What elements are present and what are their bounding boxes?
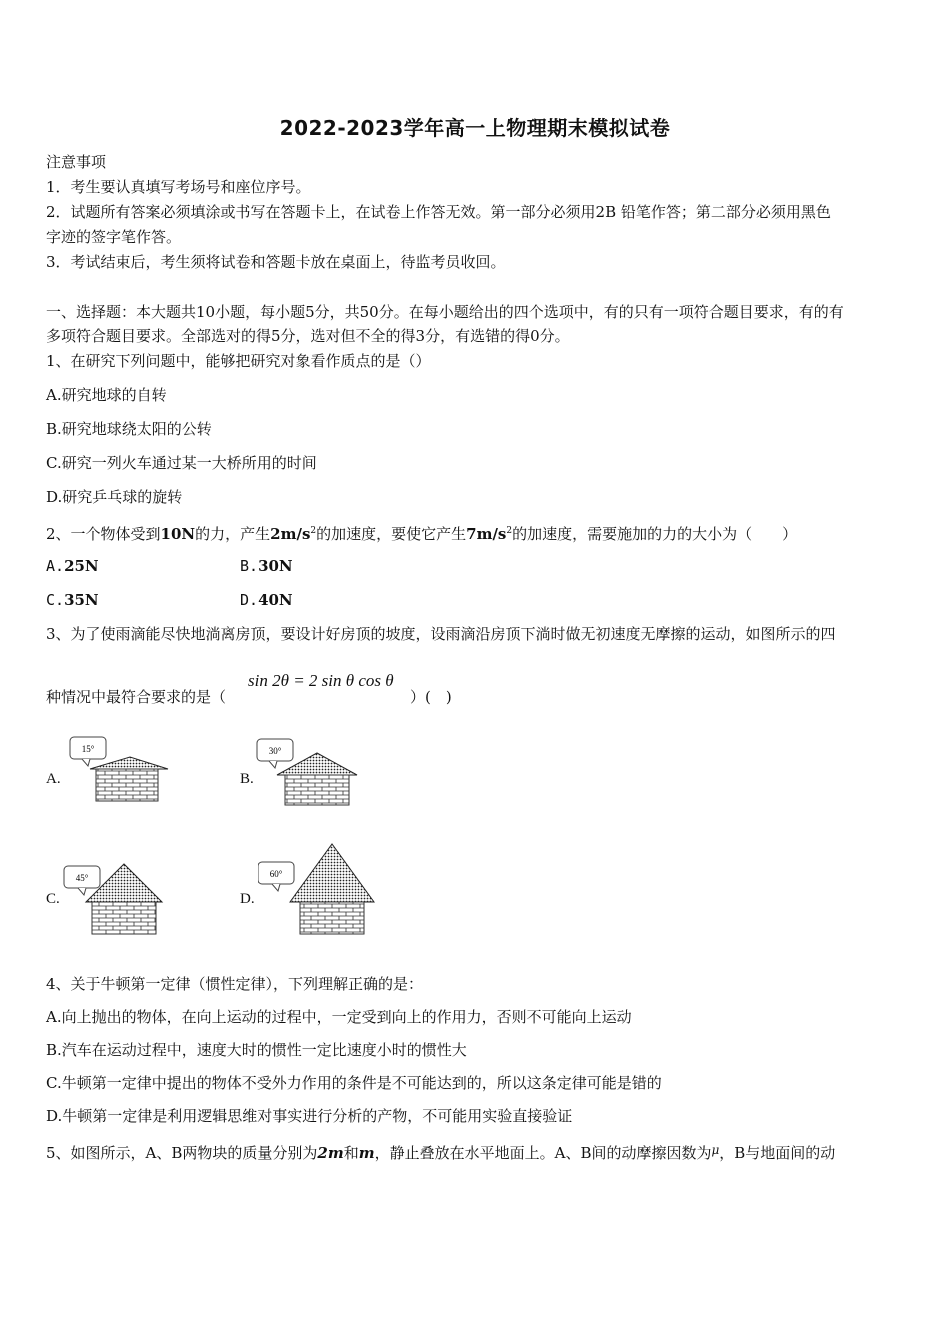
- q2-option-c: [46, 589, 99, 611]
- q4-option-c: C.牛顿第一定律中提出的物体不受外力作用的条件是不可能达到的，所以这条定律可能是错的: [46, 1074, 662, 1092]
- notice-item-2: 2．试题所有答案必须填涂或书写在答题卡上，在试卷上作答无效。第一部分必须用2B 铅笔作答；第二部分必须用黑色: [46, 203, 831, 221]
- q4-stem: 4、关于牛顿第一定律（惯性定律），下列理解正确的是：: [46, 975, 424, 993]
- q5-stem-mid1: 和: [343, 1144, 359, 1162]
- q4-option-b: B.汽车在运动过程中，速度大时的惯性一定比速度小时的惯性大: [46, 1041, 467, 1059]
- q3-figure-a-angle: 15°: [81, 744, 95, 754]
- q2-option-c-label: C.: [46, 591, 65, 609]
- notice-heading: 注意事项: [46, 153, 107, 171]
- q2-stem-mid1: 的力，产生: [195, 525, 271, 543]
- q3-figure-a: [66, 735, 176, 805]
- q5-stem: [46, 1138, 906, 1165]
- section1-intro-line2: 多项符合题目要求。全部选对的得5分，选对但不全的得3分，有选错的得0分。: [46, 327, 570, 345]
- q2-sup-2: 2: [506, 526, 513, 536]
- q3-stem-line2-post: ）( ): [410, 688, 452, 706]
- q3-stem-line1: 3、为了使雨滴能尽快地淌离房顶，要设计好房顶的坡度，设雨滴沿房顶下淌时做无初速度无摩擦的运动，如图所示的四: [46, 625, 836, 643]
- q2-accel-2: 7m/s: [466, 525, 507, 543]
- q2-force: 10N: [160, 525, 196, 543]
- q3-figure-c: [60, 858, 170, 938]
- q3-figure-d-angle: 60°: [269, 869, 283, 879]
- q3-figure-b-label: B.: [240, 771, 254, 787]
- q2-stem-pre: 2、一个物体受到: [46, 525, 161, 543]
- q2-stem-post: 的加速度，需要施加的力的大小为（ ）: [512, 525, 798, 543]
- q4-option-a: A.向上抛出的物体，在向上运动的过程中，一定受到向上的作用力，否则不可能向上运动: [46, 1008, 632, 1026]
- q3-stem-line2-pre: 种情况中最符合要求的是（: [46, 688, 227, 706]
- notice-item-1: 1．考生要认真填写考场号和座位序号。: [46, 178, 311, 196]
- notice-item-2-cont: 字迹的签字笔作答。: [46, 228, 182, 246]
- q2-option-c-value: 35N: [64, 591, 99, 609]
- q2-accel-1: 2m/s: [270, 525, 311, 543]
- q3-figure-b-angle: 30°: [268, 746, 282, 756]
- q2-stem-mid2: 的加速度，要使它产生: [316, 525, 467, 543]
- q1-option-d: D.研究乒乓球的旋转: [46, 488, 183, 506]
- q2-option-d: [240, 589, 293, 611]
- q3-figure-b: [255, 735, 365, 810]
- q5-mu: μ: [711, 1143, 720, 1157]
- q3-figure-a-label: A.: [46, 771, 61, 787]
- q2-option-b: [240, 555, 293, 577]
- q2-option-b-value: 30N: [258, 557, 293, 575]
- notice-item-3: 3．考试结束后，考生须将试卷和答题卡放在桌面上，待监考员收回。: [46, 253, 506, 271]
- q1-option-b: B.研究地球绕太阳的公转: [46, 420, 212, 438]
- q1-stem: 1、在研究下列问题中，能够把研究对象看作质点的是（）: [46, 352, 431, 370]
- q3-figure-d: [258, 840, 378, 940]
- q5-stem-mid2: ，静止叠放在水平地面上。A、B间的动摩擦因数为: [374, 1144, 712, 1162]
- q2-option-a-value: 25N: [64, 557, 99, 575]
- section1-intro-line1: 一、选择题：本大题共10小题，每小题5分，共50分。在每小题给出的四个选项中，有的只有一项符合题目要求，有的有: [46, 303, 844, 321]
- q3-figure-c-label: C.: [46, 891, 60, 907]
- q5-stem-post: ，B与地面间的动: [719, 1144, 836, 1162]
- q5-stem-pre: 5、如图所示，A、B两物块的质量分别为: [46, 1144, 318, 1162]
- q1-option-a: A.研究地球的自转: [46, 386, 167, 404]
- q2-stem: [46, 519, 906, 546]
- q5-mass-b: m: [358, 1144, 375, 1162]
- q2-option-b-label: B.: [240, 557, 259, 575]
- q3-figure-c-angle: 45°: [75, 873, 89, 883]
- q5-mass-a: 2m: [317, 1144, 344, 1162]
- q2-option-d-value: 40N: [258, 591, 293, 609]
- q4-option-d: D.牛顿第一定律是利用逻辑思维对事实进行分析的产物，不可能用实验直接验证: [46, 1107, 573, 1125]
- q2-option-a: [46, 555, 99, 577]
- page-title: 2022-2023学年高一上物理期末模拟试卷: [279, 116, 671, 140]
- q3-figure-d-label: D.: [240, 891, 255, 907]
- q3-formula: sin 2θ = 2 sin θ cos θ: [248, 671, 394, 690]
- q2-sup-1: 2: [310, 526, 317, 536]
- q2-option-a-label: A.: [46, 557, 65, 575]
- q1-option-c: C.研究一列火车通过某一大桥所用的时间: [46, 454, 317, 472]
- q2-option-d-label: D.: [240, 591, 259, 609]
